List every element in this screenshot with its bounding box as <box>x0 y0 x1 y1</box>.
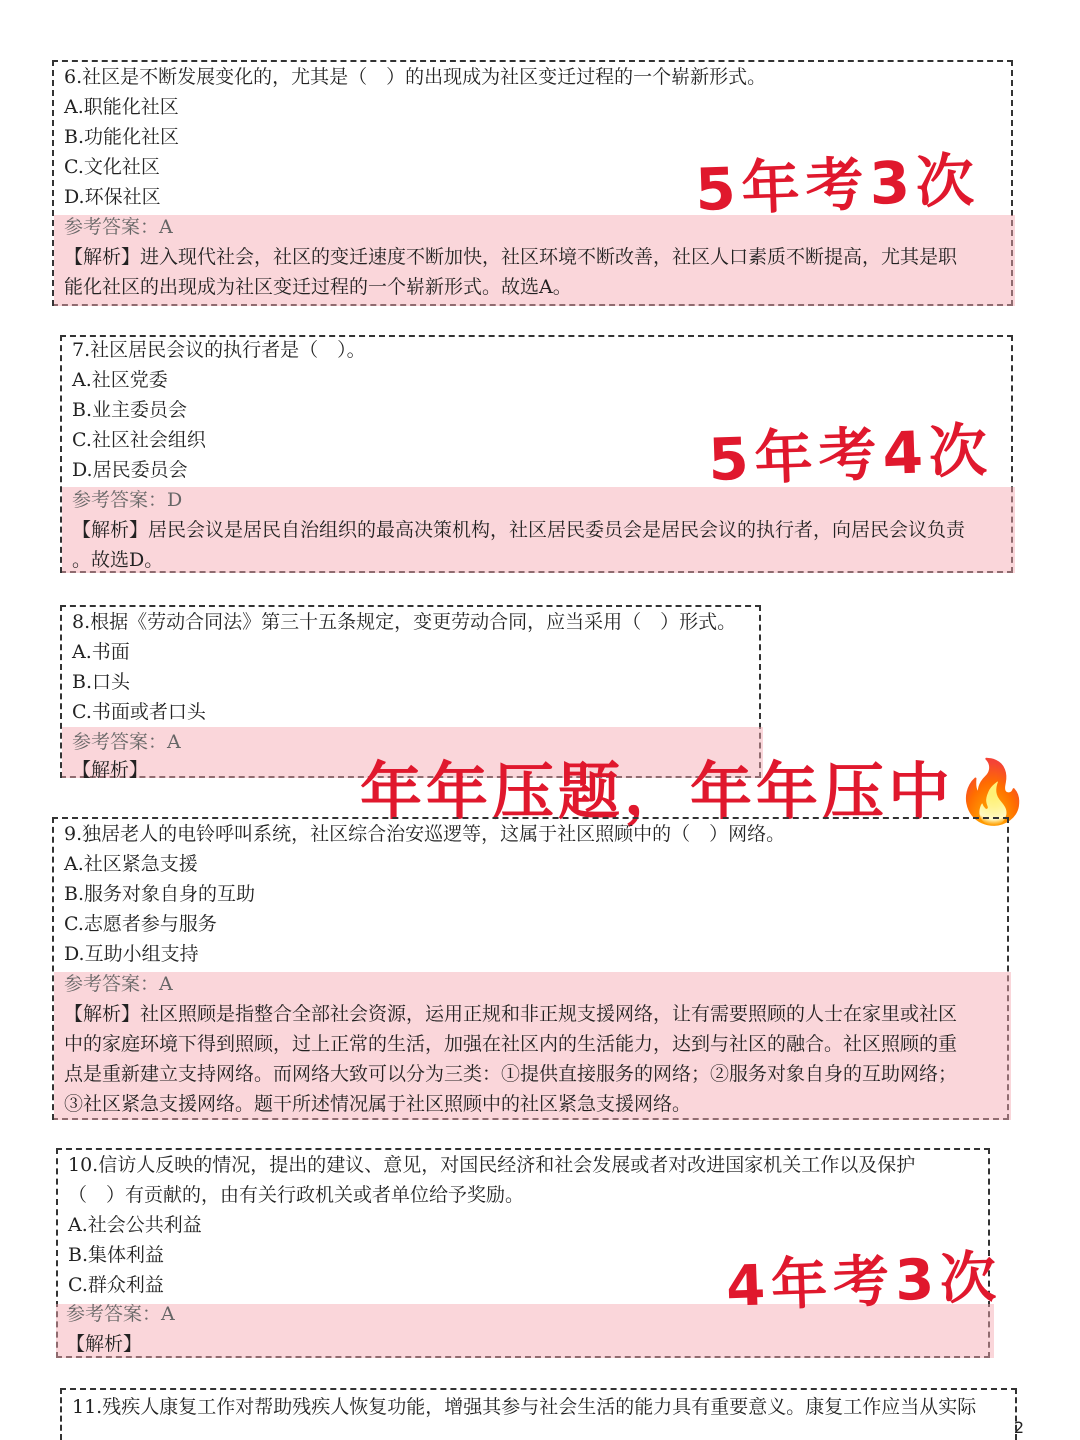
option-d: D.居民委员会 <box>72 459 188 481</box>
option-b: B.口头 <box>72 671 131 693</box>
analysis-line: 中的家庭环境下得到照顾，过上正常的生活，加强在社区内的生活能力，达到与社区的融合。社区照顾的重 <box>64 1033 958 1055</box>
analysis-line: 【解析】居民会议是居民自治组织的最高决策机构，社区居民委员会是居民会议的执行者，向居民会议负责 <box>72 519 966 541</box>
analysis-line: 【解析】 <box>72 759 149 781</box>
option-b: B.服务对象自身的互助 <box>64 883 256 905</box>
analysis-line: 【解析】进入现代社会，社区的变迁速度不断加快，社区环境不断改善，社区人口素质不断提高，尤其是职 <box>64 246 958 268</box>
question-stem: 9.独居老人的电铃呼叫系统，社区综合治安巡逻等，这属于社区照顾中的（ ）网络。 <box>64 823 786 845</box>
option-a: A.社区党委 <box>72 369 168 391</box>
handwritten-note: 5年考4次 <box>707 416 994 494</box>
question-11-box <box>60 1388 1017 1440</box>
option-c: C.志愿者参与服务 <box>64 913 217 935</box>
question-stem: 6.社区是不断发展变化的，尤其是（ ）的出现成为社区变迁过程的一个崭新形式。 <box>64 66 767 88</box>
analysis-line: 点是重新建立支持网络。而网络大致可以分为三类：①提供直接服务的网络；②服务对象自身的互助网络； <box>64 1063 958 1085</box>
question-stem: 10.信访人反映的情况，提出的建议、意见，对国民经济和社会发展或者对改进国家机关工作以及保护 <box>68 1154 916 1176</box>
option-c: C.社区社会组织 <box>72 429 206 451</box>
option-c: C.文化社区 <box>64 156 160 178</box>
option-d: D.环保社区 <box>64 186 161 208</box>
option-b: B.集体利益 <box>68 1244 165 1266</box>
question-stem: 7.社区居民会议的执行者是（ ）。 <box>72 339 366 361</box>
page-number: 2 <box>1013 1418 1024 1437</box>
handwritten-note: 4年考3次 <box>725 1245 1004 1320</box>
analysis-line: 能化社区的出现成为社区变迁过程的一个崭新形式。故选A。 <box>64 276 572 298</box>
option-a: A.社会公共利益 <box>68 1214 202 1236</box>
option-b: B.功能化社区 <box>64 126 180 148</box>
option-a: A.社区紧急支援 <box>64 853 198 875</box>
analysis-line: 【解析】社区照顾是指整合全部社会资源，运用正规和非正规支援网络，让有需要照顾的人士在家里或社区 <box>64 1003 958 1025</box>
analysis-line: ③社区紧急支援网络。题干所述情况属于社区照顾中的社区紧急支援网络。 <box>64 1093 692 1115</box>
question-stem: 8.根据《劳动合同法》第三十五条规定，变更劳动合同，应当采用（ ）形式。 <box>72 611 737 633</box>
question-stem: （ ）有贡献的，由有关行政机关或者单位给予奖励。 <box>68 1184 525 1206</box>
reference-answer: 参考答案：D <box>72 489 183 511</box>
reference-answer: 参考答案：A <box>72 731 181 753</box>
analysis-line: 。故选D。 <box>72 549 164 571</box>
option-a: A.职能化社区 <box>64 96 179 118</box>
option-c: C.群众利益 <box>68 1274 164 1296</box>
reference-answer: 参考答案：A <box>64 216 173 238</box>
reference-answer: 参考答案：A <box>66 1303 175 1325</box>
option-a: A.书面 <box>72 641 130 663</box>
handwritten-slogan: 年年压题，年年压中🔥 <box>360 755 1036 828</box>
analysis-line: 【解析】 <box>66 1333 143 1355</box>
reference-answer: 参考答案：A <box>64 973 173 995</box>
option-b: B.业主委员会 <box>72 399 188 421</box>
question-stem: 11.残疾人康复工作对帮助残疾人恢复功能，增强其参与社会生活的能力具有重要意义。康复工作应当从实际 <box>72 1396 977 1418</box>
question-9-box <box>52 817 1009 1120</box>
option-c: C.书面或者口头 <box>72 701 206 723</box>
option-d: D.互助小组支持 <box>64 943 199 965</box>
handwritten-note: 5年考3次 <box>694 146 981 224</box>
